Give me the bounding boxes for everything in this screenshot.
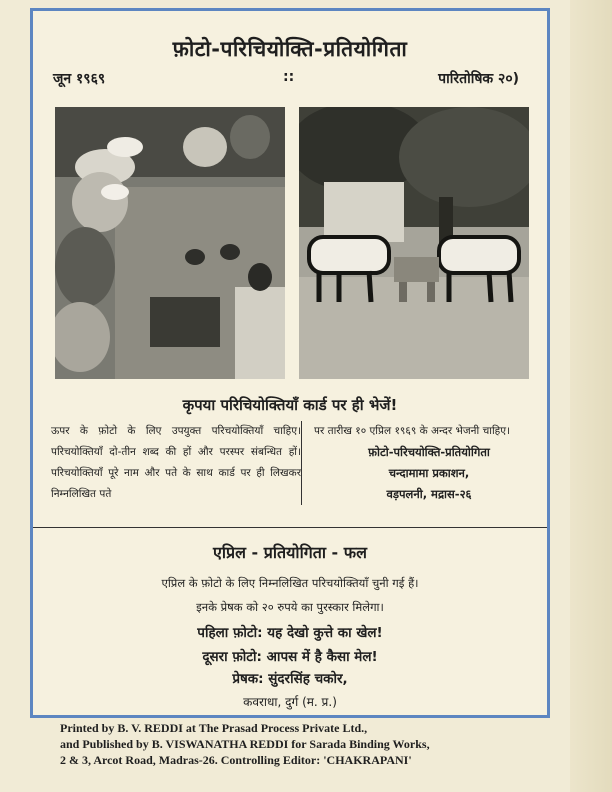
imprint-line-2: and Published by B. VISWANATHA REDDI for Sarada Binding Works, [60, 737, 430, 751]
second-photo-caption: दूसरा फ़ोटो: आपस में है कैसा मेल! [202, 649, 378, 665]
results-intro: एप्रिल के फ़ोटो के लिए निम्नलिखित परिचयोक्तियाँ चुनी गई हैं। [161, 576, 419, 590]
instructions-heading: कृपया परिचियोक्तियाँ कार्ड पर ही भेजें! [182, 396, 398, 414]
results-prize-note: इनके प्रेषक को २० रुपये का पुरस्कार मिलेगा। [196, 600, 384, 614]
header-separator: :: [283, 69, 295, 85]
issue-month: जून १९६९ [53, 71, 106, 87]
results-heading: एप्रिल - प्रतियोगिता - फल [213, 543, 367, 562]
imprint-line-3: 2 & 3, Arcot Road, Madras-26. Controlling Editor: 'CHAKRAPANI' [60, 753, 412, 767]
instructions-deadline-text: पर तारीख १० एप्रिल १९६९ के अन्दर भेजनी चाहिए। [314, 425, 511, 437]
photo-zebras [299, 107, 529, 379]
section-divider [33, 527, 547, 528]
page-spine [570, 0, 612, 792]
contest-frame [30, 8, 550, 718]
instructions-right-column [301, 421, 544, 505]
imprint-line-1: Printed by B. V. REDDI at The Prasad Process Private Ltd., [60, 721, 368, 735]
page-title: फ़ोटो-परिचियोक्ति-प्रतियोगिता [172, 37, 408, 61]
first-photo-caption: पहिला फ़ोटो: यह देखो कुत्ते का खेल! [197, 625, 383, 641]
imprint-footer [60, 720, 560, 768]
address-line-3: वड़पलनी, मद्रास-२६ [386, 487, 472, 501]
address-line-1: फ़ोटो-परिचयोक्ति-प्रतियोगिता [368, 445, 490, 459]
winner-place: कवराधा, दुर्ग (म. प्र.) [243, 695, 337, 709]
winner-name: प्रेषक: सुंदरसिंह चकोर, [232, 671, 348, 687]
photo-market-crowd [55, 107, 285, 379]
instructions-left-text: ऊपर के फ़ोटो के लिए उपयुक्त परिचयोक्तियाँ चाहिए। परिचयोक्तियाँ दो-तीन शब्द की हों और परस्पर संबन्धित हों। परिचयोक्तियाँ पूरे नाम और पते के साथ कार्ड पर ही लिखकर निम्नलिखित पते [51, 425, 301, 500]
prize-amount: पारितोषिक २०) [438, 71, 519, 87]
address-line-2: चन्दामामा प्रकाशन, [388, 466, 470, 480]
